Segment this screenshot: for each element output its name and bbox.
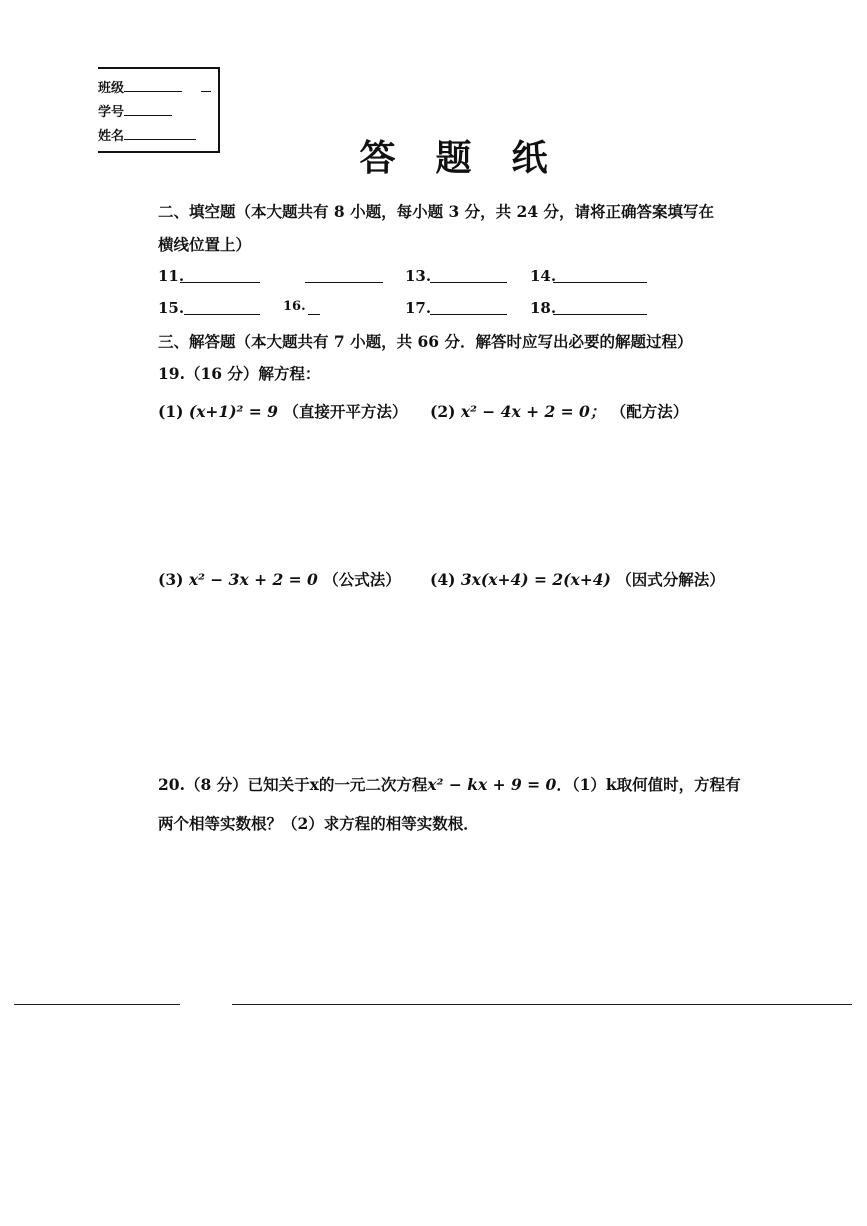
q19-part4-prefix: (4) — [430, 570, 456, 589]
q19-part1-prefix: (1) — [158, 402, 184, 421]
q20-equation: x² − kx + 9 = 0 — [427, 775, 557, 794]
class-line[interactable] — [124, 79, 182, 92]
q19-label: 19.（16 分）解方程： — [158, 364, 321, 383]
q19-part3-method: （公式法） — [323, 570, 401, 589]
q19-part1 — [158, 400, 407, 422]
blank-12-line[interactable] — [305, 282, 383, 283]
q19-part4-equation: 3x(x+4) = 2(x+4) — [460, 570, 611, 589]
blank-17-line[interactable] — [430, 314, 507, 315]
q19-part2 — [430, 400, 688, 422]
blank-14-label: 14. — [530, 267, 557, 285]
blank-11-label: 11. — [158, 267, 185, 285]
q19-part3 — [158, 568, 401, 590]
blank-16-label: 16. — [283, 299, 306, 314]
section2-heading-line1: 二、填空题（本大题共有 8 小题，每小题 3 分，共 24 分，请将正确答案填写在 — [158, 202, 715, 221]
id-label: 学号 — [98, 105, 125, 120]
q19-part2-method: （配方法） — [610, 402, 689, 421]
q19-part1-method: （直接开平方法） — [283, 402, 408, 421]
bottom-rule-right — [232, 1004, 852, 1005]
blank-16-line[interactable] — [308, 314, 320, 315]
blank-15-label: 15. — [158, 299, 185, 317]
blank-14-line[interactable] — [553, 282, 647, 283]
q19-part3-prefix: (3) — [158, 570, 184, 589]
id-line[interactable] — [124, 103, 172, 116]
q20-text-b: 的一元二次方程 — [318, 775, 428, 794]
q19-part2-equation: x² − 4x + 2 = 0； — [460, 402, 606, 421]
q20-text-d: 取何值时，方程有 — [616, 775, 741, 794]
q19-part4 — [430, 568, 725, 590]
q19-part3-equation: x² − 3x + 2 = 0 — [188, 570, 318, 589]
blank-15-line[interactable] — [184, 314, 260, 315]
q20-text-c: ．（1） — [556, 775, 606, 794]
q19-part1-equation: (x+1)² = 9 — [188, 402, 278, 421]
blank-13-label: 13. — [405, 267, 432, 285]
q20-text-a: 20.（8 分）已知关于 — [158, 775, 310, 794]
blank-17-label: 17. — [405, 299, 432, 317]
class-line-tail — [201, 79, 211, 92]
class-label: 班级 — [98, 81, 125, 96]
q20-line2: 两个相等实数根？（2）求方程的相等实数根． — [158, 814, 479, 833]
q20-variable-x: x — [309, 775, 319, 794]
q19-part4-method: （因式分解法） — [616, 570, 725, 589]
page-title: 答题纸 — [359, 138, 588, 179]
blank-18-label: 18. — [530, 299, 557, 317]
blank-13-line[interactable] — [430, 282, 507, 283]
class-field — [98, 77, 211, 96]
section2-heading-line2: 横线位置上） — [158, 235, 252, 254]
q20-line1 — [158, 773, 741, 795]
blank-11-line[interactable] — [180, 282, 260, 283]
name-label: 姓名 — [98, 129, 125, 144]
section3-heading: 三、解答题（本大题共有 7 小题，共 66 分．解答时应写出必要的解题过程） — [158, 332, 693, 351]
id-field — [98, 101, 172, 120]
q19-part2-prefix: (2) — [430, 402, 456, 421]
q20-variable-k: k — [605, 775, 617, 794]
bottom-rule-left — [14, 1004, 180, 1005]
blank-18-line[interactable] — [553, 314, 647, 315]
